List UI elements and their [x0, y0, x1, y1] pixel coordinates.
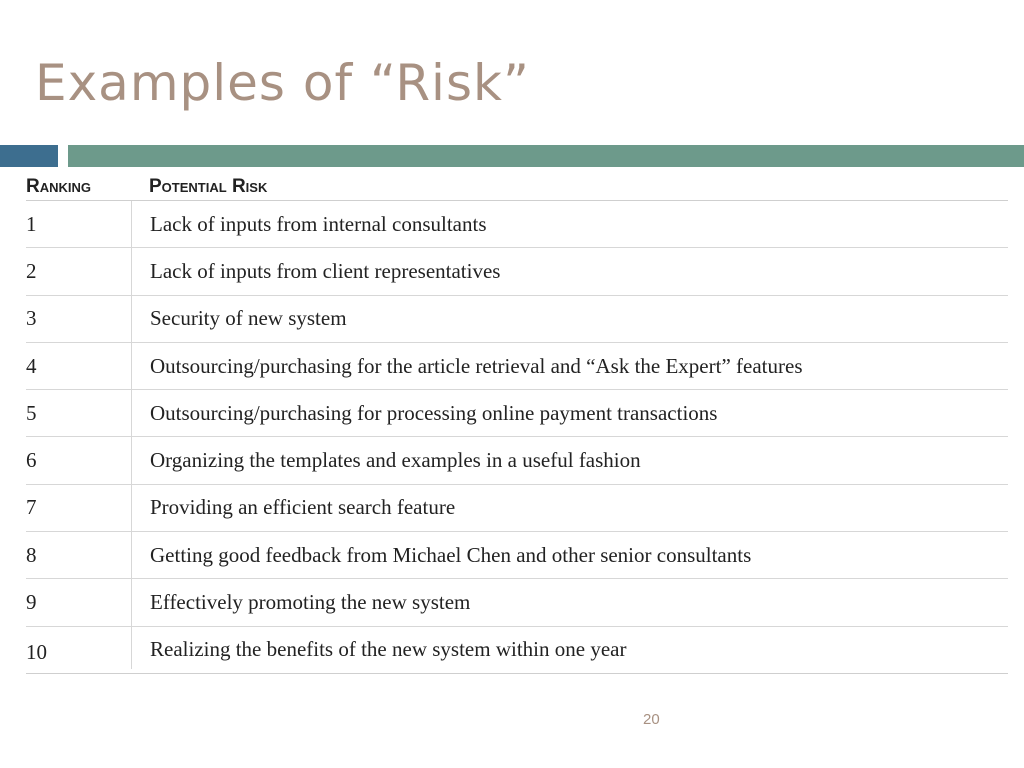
rank-cell: 5 [26, 390, 132, 436]
risk-cell: Lack of inputs from internal consultants [150, 211, 487, 236]
rank-cell: 3 [26, 296, 132, 342]
risk-cell: Getting good feedback from Michael Chen and other senior consultants [150, 542, 752, 567]
table-row [26, 532, 1008, 579]
risk-cell: Lack of inputs from client representatives [150, 258, 501, 283]
potential-risk-header: Potential Risk [149, 176, 268, 197]
table-row [26, 343, 1008, 390]
rank-cell: 9 [26, 579, 132, 625]
risk-table [26, 170, 1008, 674]
table-row [26, 248, 1008, 295]
rank-cell: 6 [26, 437, 132, 483]
table-row [26, 627, 1008, 674]
rank-cell: 8 [26, 532, 132, 578]
risk-cell: Effectively promoting the new system [150, 590, 471, 615]
table-row [26, 201, 1008, 248]
risk-cell: Realizing the benefits of the new system within one year [150, 637, 627, 662]
slide-title: Examples of “Risk” [35, 54, 530, 112]
rank-cell: 2 [26, 248, 132, 294]
accent-block [0, 145, 58, 167]
table-row [26, 296, 1008, 343]
risk-cell: Security of new system [150, 306, 347, 331]
risk-cell: Providing an efficient search feature [150, 495, 456, 520]
page-number: 20 [643, 711, 660, 728]
table-header [26, 170, 1008, 201]
rank-cell: 7 [26, 485, 132, 531]
risk-cell: Outsourcing/purchasing for the article retrieval and “Ask the Expert” features [150, 353, 803, 378]
accent-bar [68, 145, 1024, 167]
rank-cell: 1 [26, 201, 132, 247]
table-row [26, 437, 1008, 484]
ranking-header: Ranking [26, 176, 91, 197]
rank-cell: 10 [26, 627, 132, 669]
risk-cell: Organizing the templates and examples in a useful fashion [150, 448, 641, 473]
table-row [26, 390, 1008, 437]
table-row [26, 579, 1008, 626]
risk-cell: Outsourcing/purchasing for processing online payment transactions [150, 400, 718, 425]
rank-cell: 4 [26, 343, 132, 389]
table-row [26, 485, 1008, 532]
